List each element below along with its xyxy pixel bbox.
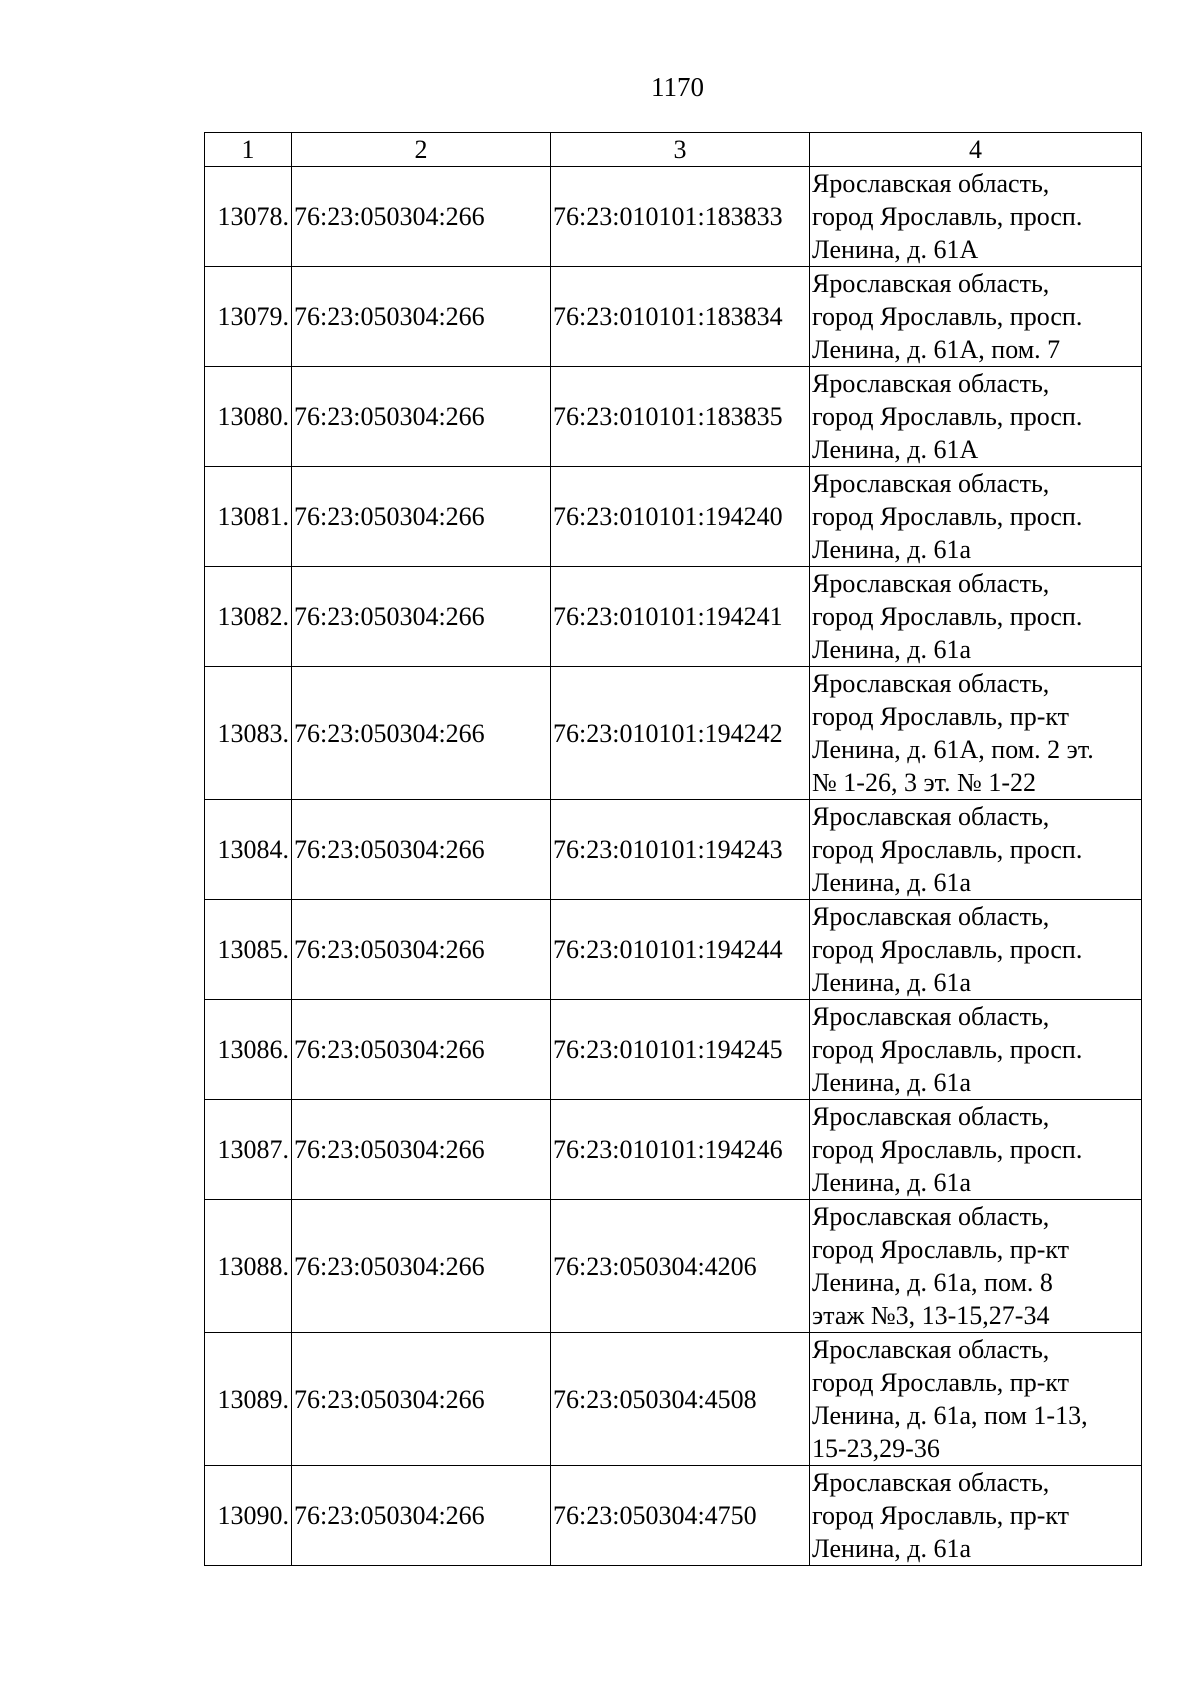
address-line: этаж №3, 13-15,27-34 xyxy=(812,1301,1050,1330)
parcel-cadastral-number-cell: 76:23:050304:266 xyxy=(292,1200,551,1333)
address-cell xyxy=(810,900,1142,1000)
address-line: город Ярославль, пр-кт xyxy=(812,1501,1070,1530)
address-line: Ленина, д. 61А, пом. 7 xyxy=(812,335,1061,364)
address-line: Ленина, д. 61а xyxy=(812,535,972,564)
address-cell xyxy=(810,267,1142,367)
address-line: Ярославская область, xyxy=(812,1468,1050,1497)
column-header-3: 3 xyxy=(551,133,810,167)
address-cell xyxy=(810,567,1142,667)
object-cadastral-number-cell: 76:23:010101:183834 xyxy=(551,267,810,367)
parcel-cadastral-number-cell: 76:23:050304:266 xyxy=(292,1466,551,1566)
object-cadastral-number-cell: 76:23:010101:194246 xyxy=(551,1100,810,1200)
table-body xyxy=(205,167,1142,1566)
object-cadastral-number-cell: 76:23:050304:4508 xyxy=(551,1333,810,1466)
address-cell xyxy=(810,800,1142,900)
address-line: Ленина, д. 61а xyxy=(812,635,972,664)
object-cadastral-number-cell: 76:23:010101:194243 xyxy=(551,800,810,900)
address-cell xyxy=(810,1100,1142,1200)
parcel-cadastral-number-cell: 76:23:050304:266 xyxy=(292,467,551,567)
address-line: Ленина, д. 61а xyxy=(812,868,972,897)
row-number-cell: 13089. xyxy=(205,1333,292,1466)
object-cadastral-number-cell: 76:23:050304:4206 xyxy=(551,1200,810,1333)
table-row xyxy=(205,467,1142,567)
table-row xyxy=(205,900,1142,1000)
address-line: Ярославская область, xyxy=(812,369,1050,398)
row-number-cell: 13081. xyxy=(205,467,292,567)
table-row xyxy=(205,367,1142,467)
address-line: № 1-26, 3 эт. № 1-22 xyxy=(812,768,1036,797)
object-cadastral-number-cell: 76:23:010101:183835 xyxy=(551,367,810,467)
address-cell xyxy=(810,1000,1142,1100)
object-cadastral-number-cell: 76:23:050304:4750 xyxy=(551,1466,810,1566)
registry-table xyxy=(204,132,1142,1566)
address-line: город Ярославль, просп. xyxy=(812,1135,1083,1164)
address-line: Ярославская область, xyxy=(812,1002,1050,1031)
address-line: Ярославская область, xyxy=(812,802,1050,831)
table-row xyxy=(205,667,1142,800)
address-line: Ленина, д. 61а, пом. 8 xyxy=(812,1268,1053,1297)
address-line: Ярославская область, xyxy=(812,269,1050,298)
page-number: 1170 xyxy=(651,72,704,102)
column-header-4: 4 xyxy=(810,133,1142,167)
address-line: город Ярославль, просп. xyxy=(812,202,1083,231)
address-cell xyxy=(810,367,1142,467)
address-line: город Ярославль, пр-кт xyxy=(812,1235,1070,1264)
address-line: Ленина, д. 61А xyxy=(812,235,979,264)
parcel-cadastral-number-cell: 76:23:050304:266 xyxy=(292,167,551,267)
address-line: Ленина, д. 61а xyxy=(812,1068,972,1097)
table-row xyxy=(205,1000,1142,1100)
parcel-cadastral-number-cell: 76:23:050304:266 xyxy=(292,1333,551,1466)
address-line: Ленина, д. 61а xyxy=(812,968,972,997)
parcel-cadastral-number-cell: 76:23:050304:266 xyxy=(292,800,551,900)
address-line: город Ярославль, просп. xyxy=(812,502,1083,531)
object-cadastral-number-cell: 76:23:010101:194240 xyxy=(551,467,810,567)
address-line: город Ярославль, пр-кт xyxy=(812,1368,1070,1397)
table-row xyxy=(205,1333,1142,1466)
parcel-cadastral-number-cell: 76:23:050304:266 xyxy=(292,367,551,467)
address-line: город Ярославль, просп. xyxy=(812,835,1083,864)
parcel-cadastral-number-cell: 76:23:050304:266 xyxy=(292,667,551,800)
address-line: город Ярославль, просп. xyxy=(812,1035,1083,1064)
address-line: город Ярославль, пр-кт xyxy=(812,702,1070,731)
address-line: Ленина, д. 61А xyxy=(812,435,979,464)
table-row xyxy=(205,267,1142,367)
address-cell xyxy=(810,1333,1142,1466)
address-cell xyxy=(810,1466,1142,1566)
address-line: Ярославская область, xyxy=(812,1202,1050,1231)
row-number-cell: 13085. xyxy=(205,900,292,1000)
address-line: Ленина, д. 61а, пом 1-13, xyxy=(812,1401,1088,1430)
address-line: Ярославская область, xyxy=(812,169,1050,198)
object-cadastral-number-cell: 76:23:010101:183833 xyxy=(551,167,810,267)
address-cell xyxy=(810,667,1142,800)
address-line: Ленина, д. 61а xyxy=(812,1534,972,1563)
object-cadastral-number-cell: 76:23:010101:194242 xyxy=(551,667,810,800)
table-header-row xyxy=(205,133,1142,167)
parcel-cadastral-number-cell: 76:23:050304:266 xyxy=(292,900,551,1000)
row-number-cell: 13083. xyxy=(205,667,292,800)
table-row xyxy=(205,567,1142,667)
row-number-cell: 13078. xyxy=(205,167,292,267)
address-line: город Ярославль, просп. xyxy=(812,602,1083,631)
address-line: город Ярославль, просп. xyxy=(812,302,1083,331)
address-line: Ярославская область, xyxy=(812,669,1050,698)
object-cadastral-number-cell: 76:23:010101:194241 xyxy=(551,567,810,667)
row-number-cell: 13084. xyxy=(205,800,292,900)
table-row xyxy=(205,1100,1142,1200)
table-row xyxy=(205,167,1142,267)
address-line: город Ярославль, просп. xyxy=(812,402,1083,431)
parcel-cadastral-number-cell: 76:23:050304:266 xyxy=(292,567,551,667)
address-line: Ярославская область, xyxy=(812,469,1050,498)
column-header-2: 2 xyxy=(292,133,551,167)
address-cell xyxy=(810,1200,1142,1333)
column-header-1: 1 xyxy=(205,133,292,167)
address-cell xyxy=(810,167,1142,267)
address-line: Ярославская область, xyxy=(812,1102,1050,1131)
parcel-cadastral-number-cell: 76:23:050304:266 xyxy=(292,1100,551,1200)
address-line: город Ярославль, просп. xyxy=(812,935,1083,964)
parcel-cadastral-number-cell: 76:23:050304:266 xyxy=(292,267,551,367)
row-number-cell: 13080. xyxy=(205,367,292,467)
row-number-cell: 13086. xyxy=(205,1000,292,1100)
row-number-cell: 13088. xyxy=(205,1200,292,1333)
address-line: Ленина, д. 61а xyxy=(812,1168,972,1197)
table-row xyxy=(205,1200,1142,1333)
parcel-cadastral-number-cell: 76:23:050304:266 xyxy=(292,1000,551,1100)
address-line: Ленина, д. 61А, пом. 2 эт. xyxy=(812,735,1094,764)
object-cadastral-number-cell: 76:23:010101:194244 xyxy=(551,900,810,1000)
address-line: Ярославская область, xyxy=(812,902,1050,931)
address-line: 15-23,29-36 xyxy=(812,1434,940,1463)
address-line: Ярославская область, xyxy=(812,1335,1050,1364)
table-row xyxy=(205,800,1142,900)
row-number-cell: 13090. xyxy=(205,1466,292,1566)
address-line: Ярославская область, xyxy=(812,569,1050,598)
table-row xyxy=(205,1466,1142,1566)
address-cell xyxy=(810,467,1142,567)
row-number-cell: 13082. xyxy=(205,567,292,667)
row-number-cell: 13079. xyxy=(205,267,292,367)
object-cadastral-number-cell: 76:23:010101:194245 xyxy=(551,1000,810,1100)
row-number-cell: 13087. xyxy=(205,1100,292,1200)
